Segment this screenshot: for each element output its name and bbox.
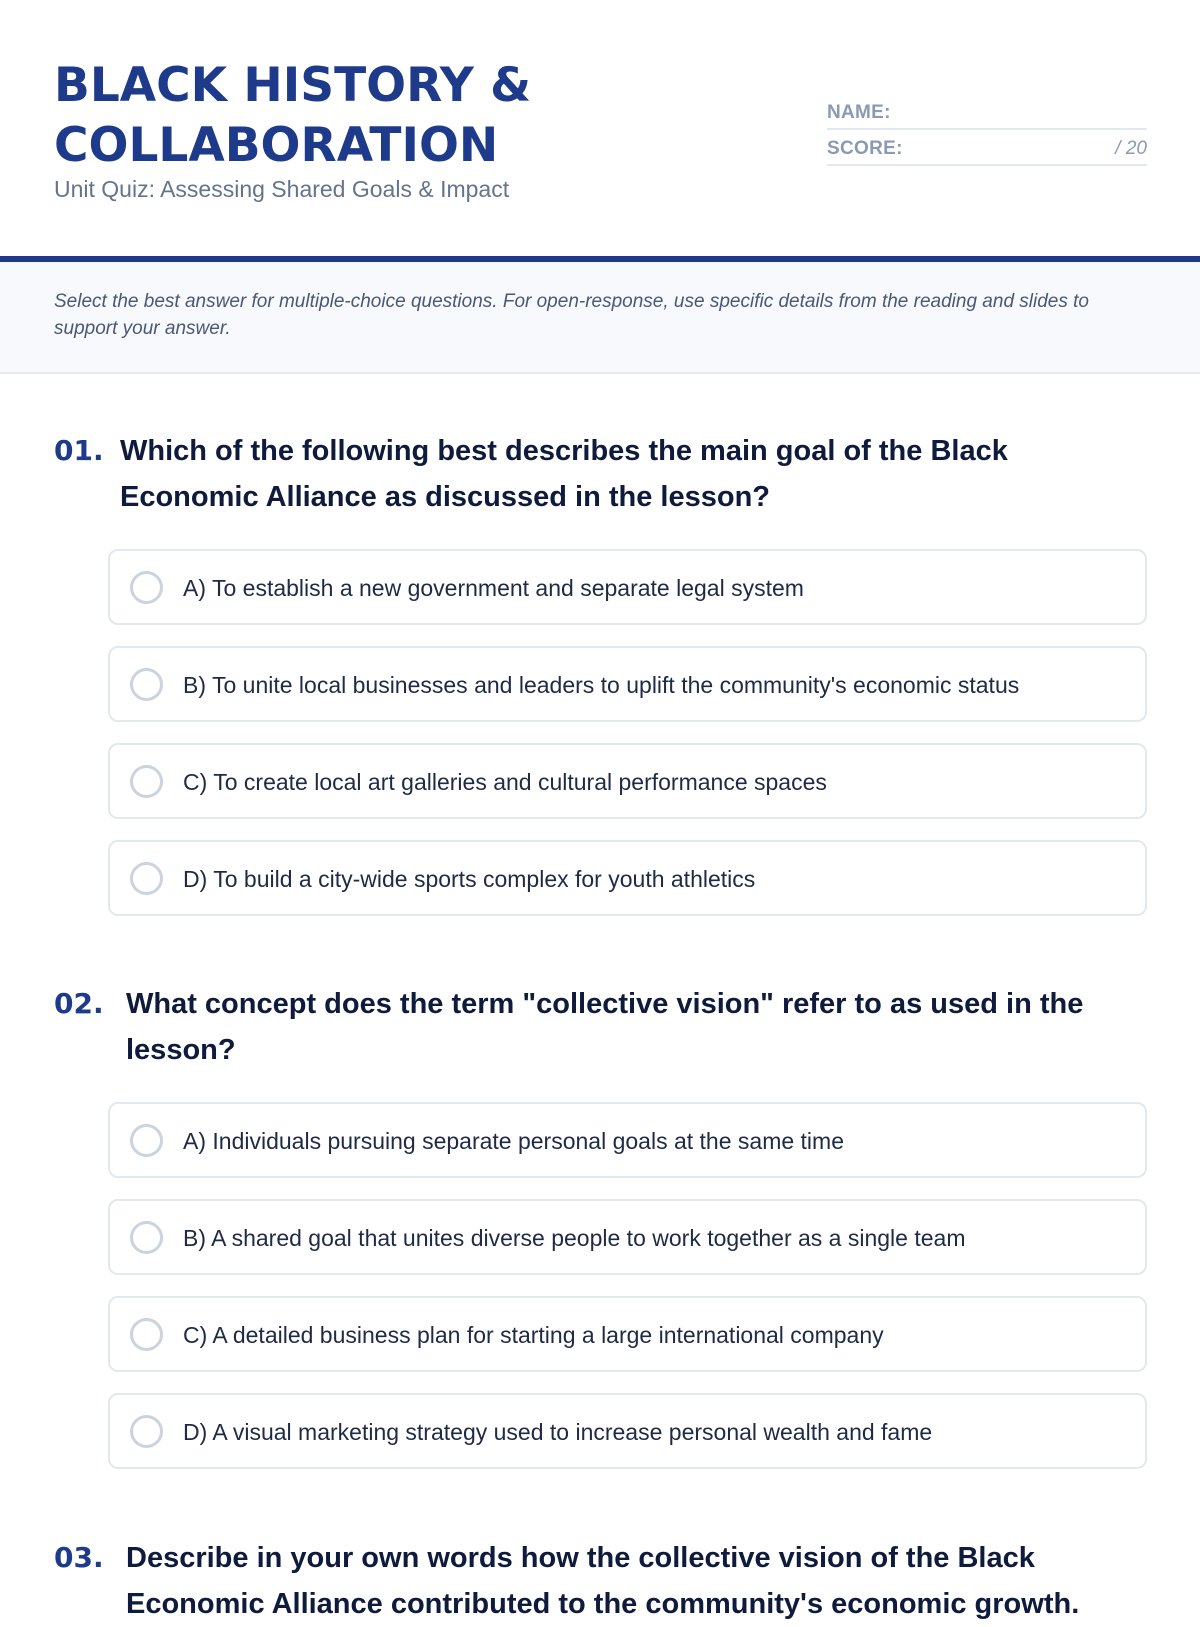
question-text: Describe in your own words how the collective vision of the Black Economic Alliance contributed to the community's economic growth. xyxy=(126,1542,1080,1620)
answer-option-a[interactable] xyxy=(108,1102,1147,1178)
radio-circle-icon[interactable] xyxy=(130,571,163,604)
radio-circle-icon[interactable] xyxy=(130,1318,163,1351)
answer-option-d[interactable] xyxy=(108,840,1147,916)
answer-options xyxy=(108,1102,1147,1490)
page-subtitle: Unit Quiz: Assessing Shared Goals & Impact xyxy=(54,176,510,202)
question-text: What concept does the term "collective vision" refer to as used in the lesson? xyxy=(126,988,1084,1066)
answer-option-c[interactable] xyxy=(108,743,1147,819)
option-label: B) A shared goal that unites diverse people to work together as a single team xyxy=(183,1225,966,1251)
answer-options xyxy=(108,549,1147,937)
student-fields xyxy=(827,96,1147,168)
option-label: B) To unite local businesses and leaders to uplift the community's economic status xyxy=(183,672,1020,698)
score-field[interactable] xyxy=(827,132,1147,166)
option-label: C) To create local art galleries and cultural performance spaces xyxy=(183,769,827,795)
option-label: D) A visual marketing strategy used to increase personal wealth and fame xyxy=(183,1419,933,1445)
radio-circle-icon[interactable] xyxy=(130,1124,163,1157)
name-field[interactable] xyxy=(827,96,1147,130)
instructions-panel xyxy=(0,262,1200,374)
answer-option-a[interactable] xyxy=(108,549,1147,625)
question-text: Which of the following best describes the main goal of the Black Economic Alliance as discussed in the lesson? xyxy=(120,435,1008,513)
quiz-header xyxy=(0,0,1200,262)
score-label: SCORE: xyxy=(827,138,903,159)
question-number: 01. xyxy=(54,434,104,467)
title-line-1: BLACK HISTORY & xyxy=(54,58,532,113)
radio-circle-icon[interactable] xyxy=(130,862,163,895)
option-label: D) To build a city-wide sports complex for youth athletics xyxy=(183,866,756,892)
score-total: / 20 xyxy=(1115,138,1147,159)
answer-option-c[interactable] xyxy=(108,1296,1147,1372)
option-label: A) Individuals pursuing separate personal goals at the same time xyxy=(183,1128,844,1154)
name-label: NAME: xyxy=(827,102,891,123)
option-label: C) A detailed business plan for starting a large international company xyxy=(183,1322,884,1348)
question-number: 02. xyxy=(54,987,104,1020)
answer-option-b[interactable] xyxy=(108,646,1147,722)
radio-circle-icon[interactable] xyxy=(130,1415,163,1448)
answer-option-b[interactable] xyxy=(108,1199,1147,1275)
option-label: A) To establish a new government and separate legal system xyxy=(183,575,804,601)
radio-circle-icon[interactable] xyxy=(130,765,163,798)
instructions-text: Select the best answer for multiple-choice questions. For open-response, use specific details from the reading and slides to support your answer. xyxy=(54,291,1089,339)
title-line-2: COLLABORATION xyxy=(54,118,499,173)
question-number: 03. xyxy=(54,1541,104,1574)
radio-circle-icon[interactable] xyxy=(130,1221,163,1254)
radio-circle-icon[interactable] xyxy=(130,668,163,701)
answer-option-d[interactable] xyxy=(108,1393,1147,1469)
page-title xyxy=(54,56,531,176)
